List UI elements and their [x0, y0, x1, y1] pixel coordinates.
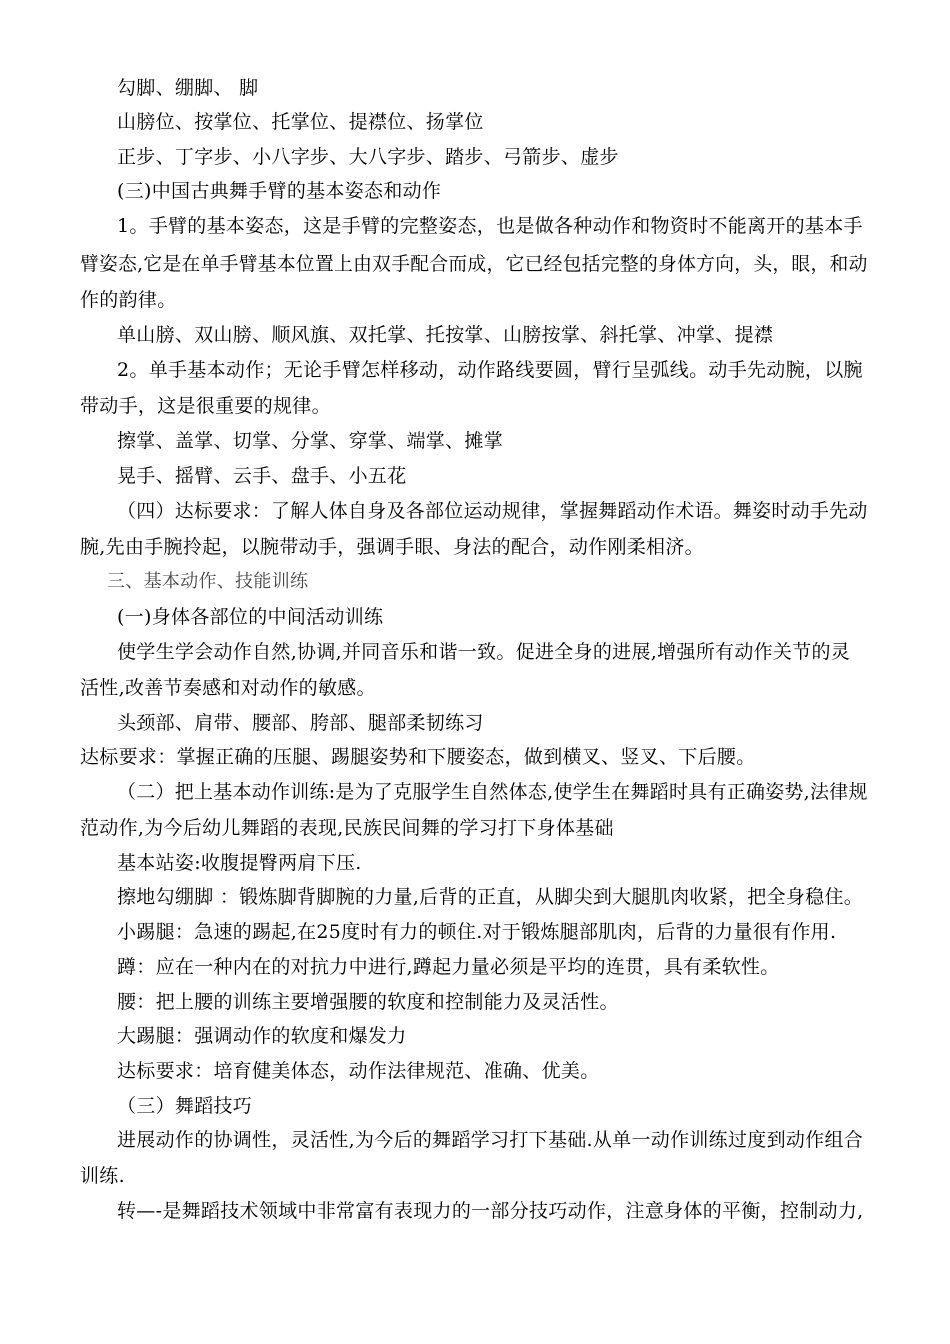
text-line: 活性,改善节奏感和对动作的敏感。 [80, 677, 376, 699]
text-line: （四）达标要求：了解人体自身及各部位运动规律，掌握舞蹈动作术语。舞姿时动手先动 [117, 500, 868, 522]
text-line: 2。单手基本动作；无论手臂怎样移动，动作路线要圆，臂行呈弧线。动手先动腕，以腕 [117, 359, 863, 381]
text-line: 带动手，这是很重要的规律。 [80, 395, 331, 417]
text-line: 擦掌、盖掌、切掌、分掌、穿掌、端掌、摊掌 [117, 430, 504, 452]
section-heading: (三)中国古典舞手臂的基本姿态和动作 [117, 180, 442, 202]
text-line: 基本站姿:收腹提臀两肩下压. [117, 852, 362, 874]
text-line: 勾脚、绷脚、 脚 [117, 77, 259, 99]
text-line: 进展动作的协调性，灵活性,为今后的舞蹈学习打下基础.从单一动作训练过度到动作组合 [117, 1129, 864, 1151]
text-line: 头颈部、肩带、腰部、胯部、腿部柔韧练习 [117, 712, 484, 734]
text-line: 小踢腿：急速的踢起,在25度时有力的顿住.对于锻炼腿部肌肉，后背的力量很有作用. [117, 921, 837, 943]
text-line: 作的韵律。 [80, 289, 177, 311]
text-line: 单山膀、双山膀、顺风旗、双托掌、托按掌、山膀按掌、斜托掌、冲掌、提襟 [117, 324, 774, 346]
section-heading: （二）把上基本动作训练:是为了克服学生自然体态,使学生在舞蹈时具有正确姿势,法律规 [117, 781, 868, 803]
text-line: 腰：把上腰的训练主要增强腰的软度和控制能力及灵活性。 [117, 991, 619, 1013]
text-line: 1。手臂的基本姿态，这是手臂的完整姿态，也是做各种动作和物资时不能离开的基本手 [117, 215, 863, 237]
text-line: 训练. [80, 1165, 125, 1187]
text-line: 达标要求：培育健美体态，动作法律规范、准确、优美。 [117, 1060, 600, 1082]
text-line: 蹲：应在一种内在的对抗力中进行,蹲起力量必须是平均的连贯，具有柔软性。 [117, 956, 780, 978]
section-heading: 三、基本动作、技能训练 [107, 571, 309, 592]
text-line: 擦地勾绷脚 ：锻炼脚背脚腕的力量,后背的正直，从脚尖到大腿肌肉收紧，把全身稳住。 [117, 886, 864, 908]
text-line: 山膀位、按掌位、托掌位、提襟位、扬掌位 [117, 111, 484, 133]
text-line: 臂姿态,它是在单手臂基本位置上由双手配合而成，它已经包括完整的身体方向，头，眼，和动 [80, 253, 868, 275]
text-line: 使学生学会动作自然,协调,并同音乐和谐一致。促进全身的进展,增强所有动作关节的灵 [117, 641, 851, 663]
text-line: 腕,先由手腕拎起，以腕带动手，强调手眼、身法的配合，动作刚柔相济。 [80, 536, 704, 558]
text-line: 大踢腿：强调动作的软度和爆发力 [117, 1025, 407, 1047]
text-line: 正步、丁字步、小八字步、大八字步、踏步、弓箭步、虚步 [117, 146, 619, 168]
text-line: 晃手、摇臂、云手、盘手、小五花 [117, 465, 407, 487]
section-heading: （三）舞蹈技巧 [117, 1095, 253, 1117]
text-line: 转—-是舞蹈技术领域中非常富有表现力的一部分技巧动作，注意身体的平衡，控制动力, [117, 1200, 864, 1222]
text-line: 范动作,为今后幼儿舞蹈的表现,民族民间舞的学习打下身体基础 [80, 817, 614, 839]
text-line: 达标要求：掌握正确的压腿、踢腿姿势和下腰姿态，做到横叉、竖叉、下后腰。 [80, 746, 756, 768]
section-heading: (一)身体各部位的中间活动训练 [117, 606, 384, 628]
